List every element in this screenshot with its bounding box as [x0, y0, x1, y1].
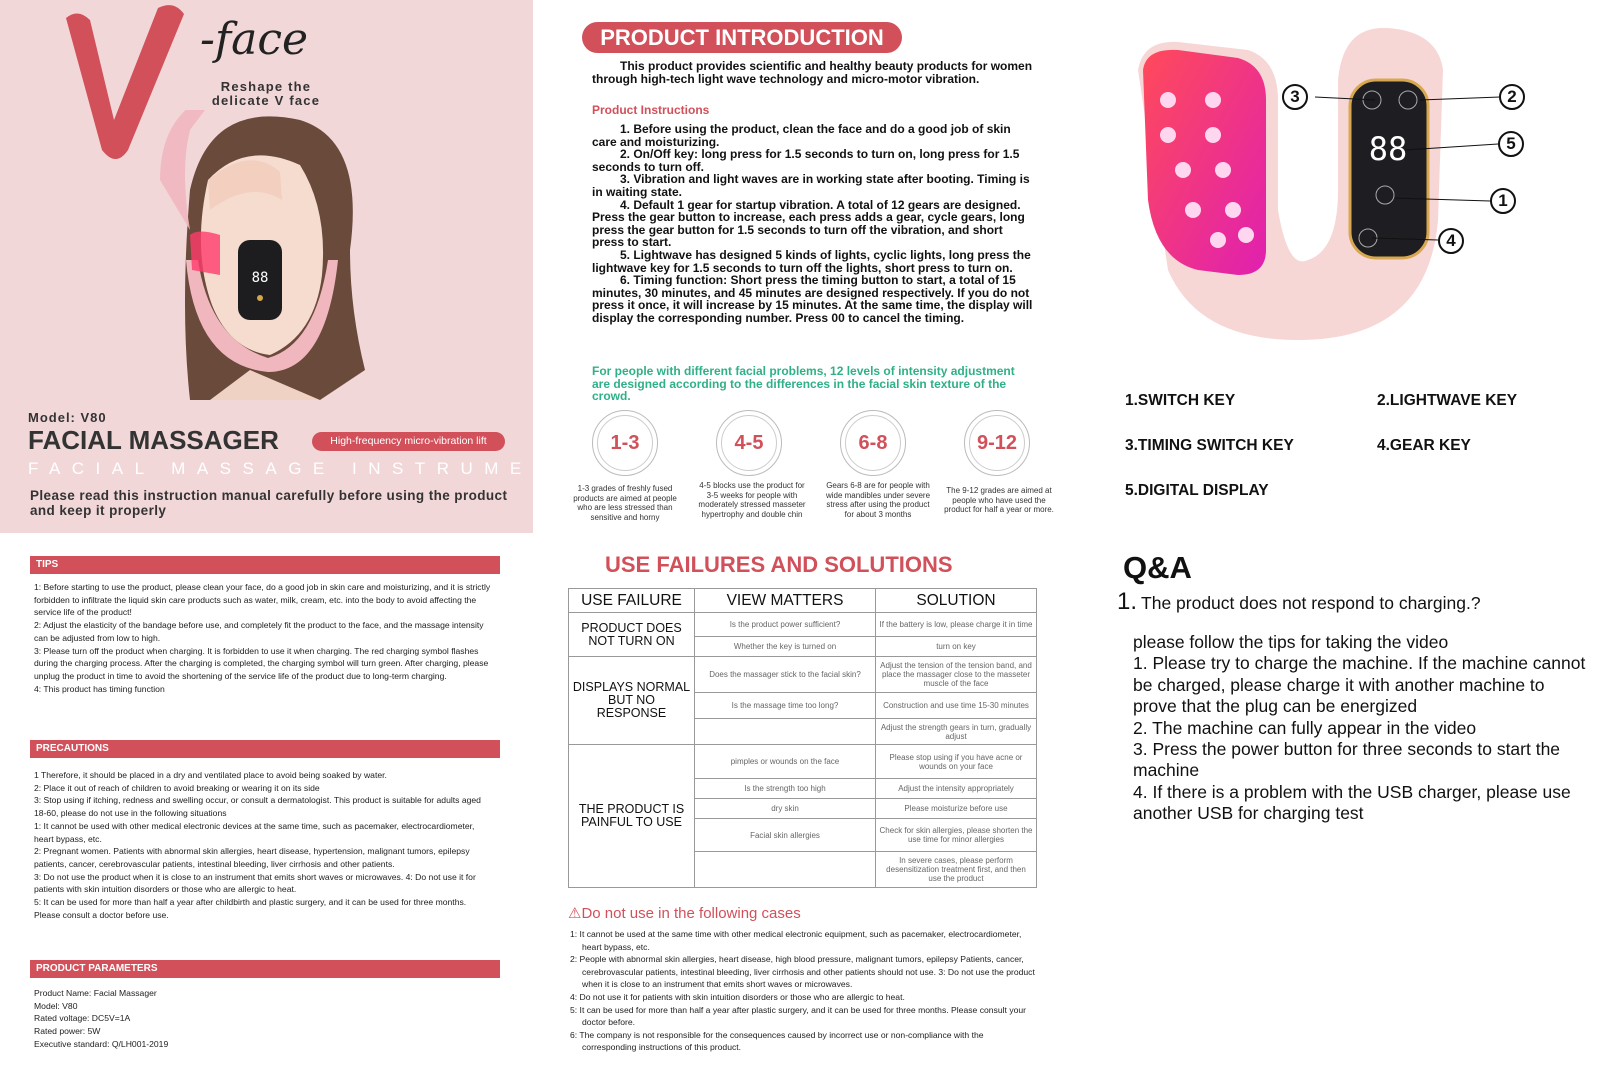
param-item: Rated voltage: DC5V=1A	[34, 1013, 131, 1024]
product-title: FACIAL MASSAGER	[28, 425, 279, 455]
params-heading: PRODUCT PARAMETERS	[30, 960, 500, 978]
qa-answer-line: 4. If there is a problem with the USB charger, please use another USB for charging test	[1133, 781, 1571, 824]
table-row	[569, 745, 1037, 779]
solution-cell: Check for skin allergies, please shorten the use time for minor allergies	[876, 819, 1037, 852]
failure-cell: PRODUCT DOES NOT TURN ON	[569, 613, 695, 657]
slogan: Reshape the delicate V face	[211, 79, 321, 108]
key-label: 2.LIGHTWAVE KEY	[1377, 392, 1518, 409]
key-label: 1.SWITCH KEY	[1125, 392, 1236, 409]
warning-item: 1: It cannot be used at the same time with other medical electronic equipment, such as pacemaker, electrocardiometer, heart bypass, etc.	[570, 929, 1022, 952]
cover-panel	[0, 0, 579, 533]
level-circle	[592, 410, 658, 476]
matter-cell	[695, 719, 876, 745]
precaution-item: 2: Place it out of reach of children to avoid breaking or wearing it on its side	[34, 782, 320, 793]
precautions-heading: PRECAUTIONS	[30, 740, 500, 758]
qa-answer-line: 3. Press the power button for three seconds to start the machine	[1133, 739, 1561, 781]
solution-cell: Please stop using if you have acne or wounds on your face	[876, 745, 1037, 779]
failures-table	[568, 588, 1037, 888]
model-face-image	[150, 110, 390, 400]
instruction-item: 5. Lightwave has designed 5 kinds of lights, cyclic lights, long press the lightwave key for 1.5 seconds to turn off the lights, short press to turn on.	[592, 247, 1031, 275]
failure-cell: THE PRODUCT IS PAINFUL TO USE	[569, 745, 695, 888]
table-row	[569, 613, 1037, 637]
precaution-item: 3: Stop using if itching, redness and swelling occur, or consult a dermatologist. This product is suitable for adults aged 18-60, please do not use in the following situations	[34, 795, 481, 819]
column-header: USE FAILURE	[569, 589, 695, 613]
tips-heading: TIPS	[30, 556, 500, 574]
intro-paragraph: This product provides scientific and healthy beauty products for women through high-tech light wave technology and micro-motor vibration.	[592, 59, 1033, 86]
precaution-item: 5: It can be used for more than half a year after childbirth and plastic surgery, and it can be used for three months. Please consult a doctor before use.	[34, 897, 467, 920]
instructions-label: Product Instructions	[592, 103, 710, 117]
brand-face-text: -face	[200, 14, 309, 65]
qa-question	[1117, 590, 1481, 615]
callout-4: 4	[1438, 228, 1464, 254]
table-header-row	[569, 589, 1037, 613]
warning-heading: ⚠Do not use in the following cases	[568, 905, 801, 922]
level-label: 6-8	[845, 415, 901, 471]
key-label: 5.DIGITAL DISPLAY	[1125, 482, 1269, 499]
matter-cell: dry skin	[695, 799, 876, 819]
key-label: 4.GEAR KEY	[1377, 437, 1471, 454]
matter-cell: Whether the key is turned on	[695, 637, 876, 657]
warning-item: 2: People with abnormal skin allergies, heart disease, high blood pressure, malignant tumors, epilepsy Patients, cancer, cerebrovascular patients, intestinal bleeding, liver cirrhosis and other patients should not use. 3: Do not use the product when it is close to an instrument that emits short waves or microwaves.	[570, 954, 1035, 990]
level-label: 9-12	[969, 415, 1025, 471]
matter-cell: Is the massage time too long?	[695, 693, 876, 719]
warning-item: 4: Do not use it for patients with skin intuition disorders or those who are allergic to heat.	[570, 991, 905, 1002]
matter-cell: Is the product power sufficient?	[695, 613, 876, 637]
warning-item: 6: The company is not responsible for the consequences caused by incorrect use or non-compliance with the corresponding instructions of this product.	[570, 1029, 984, 1053]
solution-cell: In severe cases, please perform desensitization treatment first, and then use the product	[876, 852, 1037, 888]
instructions-list	[592, 123, 1038, 325]
param-item: Product Name: Facial Massager	[34, 988, 157, 998]
param-item: Rated power: 5W	[34, 1026, 101, 1037]
tips-list	[34, 581, 494, 695]
matter-cell	[695, 852, 876, 888]
param-item: Executive standard: Q/LH001-2019	[34, 1038, 169, 1049]
qa-answer	[1133, 632, 1593, 825]
solution-cell: Construction and use time 15-30 minutes	[876, 693, 1037, 719]
tips-item: 2: Adjust the elasticity of the bandage before use, and completely fit the product to the face, and the massage intensity can be adjusted from low to high.	[34, 620, 484, 643]
level-circle	[964, 410, 1030, 476]
instruction-item: 6. Timing function: Short press the timing button to start, a total of 15 minutes, 30 minutes, and 45 minutes are designed respectively. If you do not press it once, it will increase by 15 minutes. At the same time, the display will display the corresponding number. Press 00 to cancel the timing.	[592, 273, 1033, 325]
qa-heading: Q&A	[1123, 550, 1192, 585]
solution-cell: Adjust the strength gears in turn, gradually adjust	[876, 719, 1037, 745]
tips-item: 3: Please turn off the product when charging. It is forbidden to use it when charging. The red charging symbol flashes during the charging process. After the charging is completed, the charging symbol will turn green. After charging, please unplug the product in time to avoid the shortening of the service life of the product due to long-term charging.	[34, 645, 489, 681]
warning-list	[570, 928, 1040, 1054]
qa-answer-line: please follow the tips for taking the video	[1133, 632, 1449, 652]
callout-5: 5	[1498, 131, 1524, 157]
solution-cell: Adjust the tension of the tension band, and place the massager close to the masseter muscle of the face	[876, 657, 1037, 693]
precaution-item: 1 Therefore, it should be placed in a dry and ventilated place to avoid being soaked by water.	[34, 770, 387, 780]
solution-cell: If the battery is low, please charge it in time	[876, 613, 1037, 637]
intro-heading: PRODUCT INTRODUCTION	[582, 22, 902, 53]
warning-item: 5: It can be used for more than half a year after plastic surgery, and it can be used for three months. Please consult your doctor before.	[570, 1004, 1027, 1028]
callout-1: 1	[1490, 188, 1516, 214]
level-label: 1-3	[597, 415, 653, 471]
matter-cell: Is the strength too high	[695, 779, 876, 799]
table-row	[569, 657, 1037, 693]
intro-text	[592, 60, 1038, 85]
level-desc: 4-5 blocks use the product for 3-5 weeks for people with moderately stressed masseter hypertrophy and double chin	[698, 481, 806, 519]
instruction-item: 4. Default 1 gear for startup vibration. A total of 12 gears are designed. Press the gear button to increase, each press adds a gear, cycle gears, long press the gear button for 1.5 seconds to turn off the vibration, and short press to start.	[592, 197, 1025, 250]
matter-cell: Facial skin allergies	[695, 819, 876, 852]
matter-cell: pimples or wounds on the face	[695, 745, 876, 779]
level-desc: Gears 6-8 are for people with wide mandibles under severe stress after using the product for about 3 months	[825, 481, 931, 519]
product-subtitle: FACIAL MASSAGE INSTRUMENT	[28, 459, 579, 478]
params-list	[34, 987, 494, 1051]
qa-question-number: 1.	[1117, 588, 1138, 615]
column-header: VIEW MATTERS	[695, 589, 876, 613]
level-circle	[716, 410, 782, 476]
intensity-note: For people with different facial problems, 12 levels of intensity adjustment are designed according to the differences in the facial skin texture of the crowd.	[592, 364, 1015, 404]
instruction-item: 2. On/Off key: long press for 1.5 seconds to turn on, long press for 1.5 seconds to turn off.	[592, 147, 1020, 174]
precaution-item: 1: It cannot be used with other medical electronic devices at the same time, such as pacemaker, electrocardiometer, heart bypass, etc.	[34, 820, 475, 844]
level-circle	[840, 410, 906, 476]
callout-3: 3	[1282, 84, 1308, 110]
qa-question-text: The product does not respond to charging.?	[1141, 593, 1481, 613]
key-label: 3.TIMING SWITCH KEY	[1125, 437, 1294, 454]
level-desc: 1-3 grades of freshly fused products are aimed at people who are less stressed than sensitive and horny	[573, 484, 677, 522]
feature-pill: High-frequency micro-vibration lift	[312, 432, 505, 451]
tips-item: 4: This product has timing function	[34, 683, 165, 694]
face-display-digits: 88	[251, 270, 269, 286]
device-display-digits: 88	[1368, 130, 1408, 168]
failures-heading: USE FAILURES AND SOLUTIONS	[605, 552, 953, 577]
precaution-item: 3: Do not use the product when it is close to an instrument that emits short waves or microwaves. 4: Do not use it for patients with skin intuition disorders or those who are allergic to heat.	[34, 871, 476, 895]
solution-cell: Adjust the intensity appropriately	[876, 779, 1037, 799]
callout-2: 2	[1499, 84, 1525, 110]
manual-note: Please read this instruction manual carefully before using the product and keep it properly	[30, 488, 508, 518]
param-item: Model: V80	[34, 1000, 78, 1011]
column-header: SOLUTION	[876, 589, 1037, 613]
solution-cell: Please moisturize before use	[876, 799, 1037, 819]
model-number: Model: V80	[28, 410, 107, 425]
level-label: 4-5	[721, 415, 777, 471]
qa-answer-line: 1. Please try to charge the machine. If the machine cannot be charged, please charge it with another machine to prove that the plug can be energized	[1133, 653, 1586, 717]
precautions-list	[34, 769, 494, 921]
matter-cell: Does the massager stick to the facial skin?	[695, 657, 876, 693]
instruction-item: 3. Vibration and light waves are in working state after booting. Timing is in waiting state.	[592, 172, 1030, 199]
tips-item: 1: Before starting to use the product, please clean your face, do a good job in skin care and moisturizing, and it is strictly forbidden to infiltrate the liquid skin care products such as water, milk, cream, etc. into the body to avoid affecting the service life of the product!	[34, 582, 491, 618]
failure-cell: DISPLAYS NORMAL BUT NO RESPONSE	[569, 657, 695, 745]
level-desc: The 9-12 grades are aimed at people who have used the product for half a year or more.	[944, 486, 1054, 514]
qa-answer-line: 2. The machine can fully appear in the video	[1133, 717, 1477, 738]
precaution-item: 2: Pregnant women. Patients with abnormal skin allergies, heart disease, hypertension, malignant tumors, epilepsy patients, cancer, cerebrovascular patients, intestinal bleeding, liver cirrhosis and other patients.	[34, 846, 470, 869]
solution-cell: turn on key	[876, 637, 1037, 657]
instruction-item: 1. Before using the product, clean the face and do a good job of skin care and moisturizing.	[592, 122, 1011, 149]
